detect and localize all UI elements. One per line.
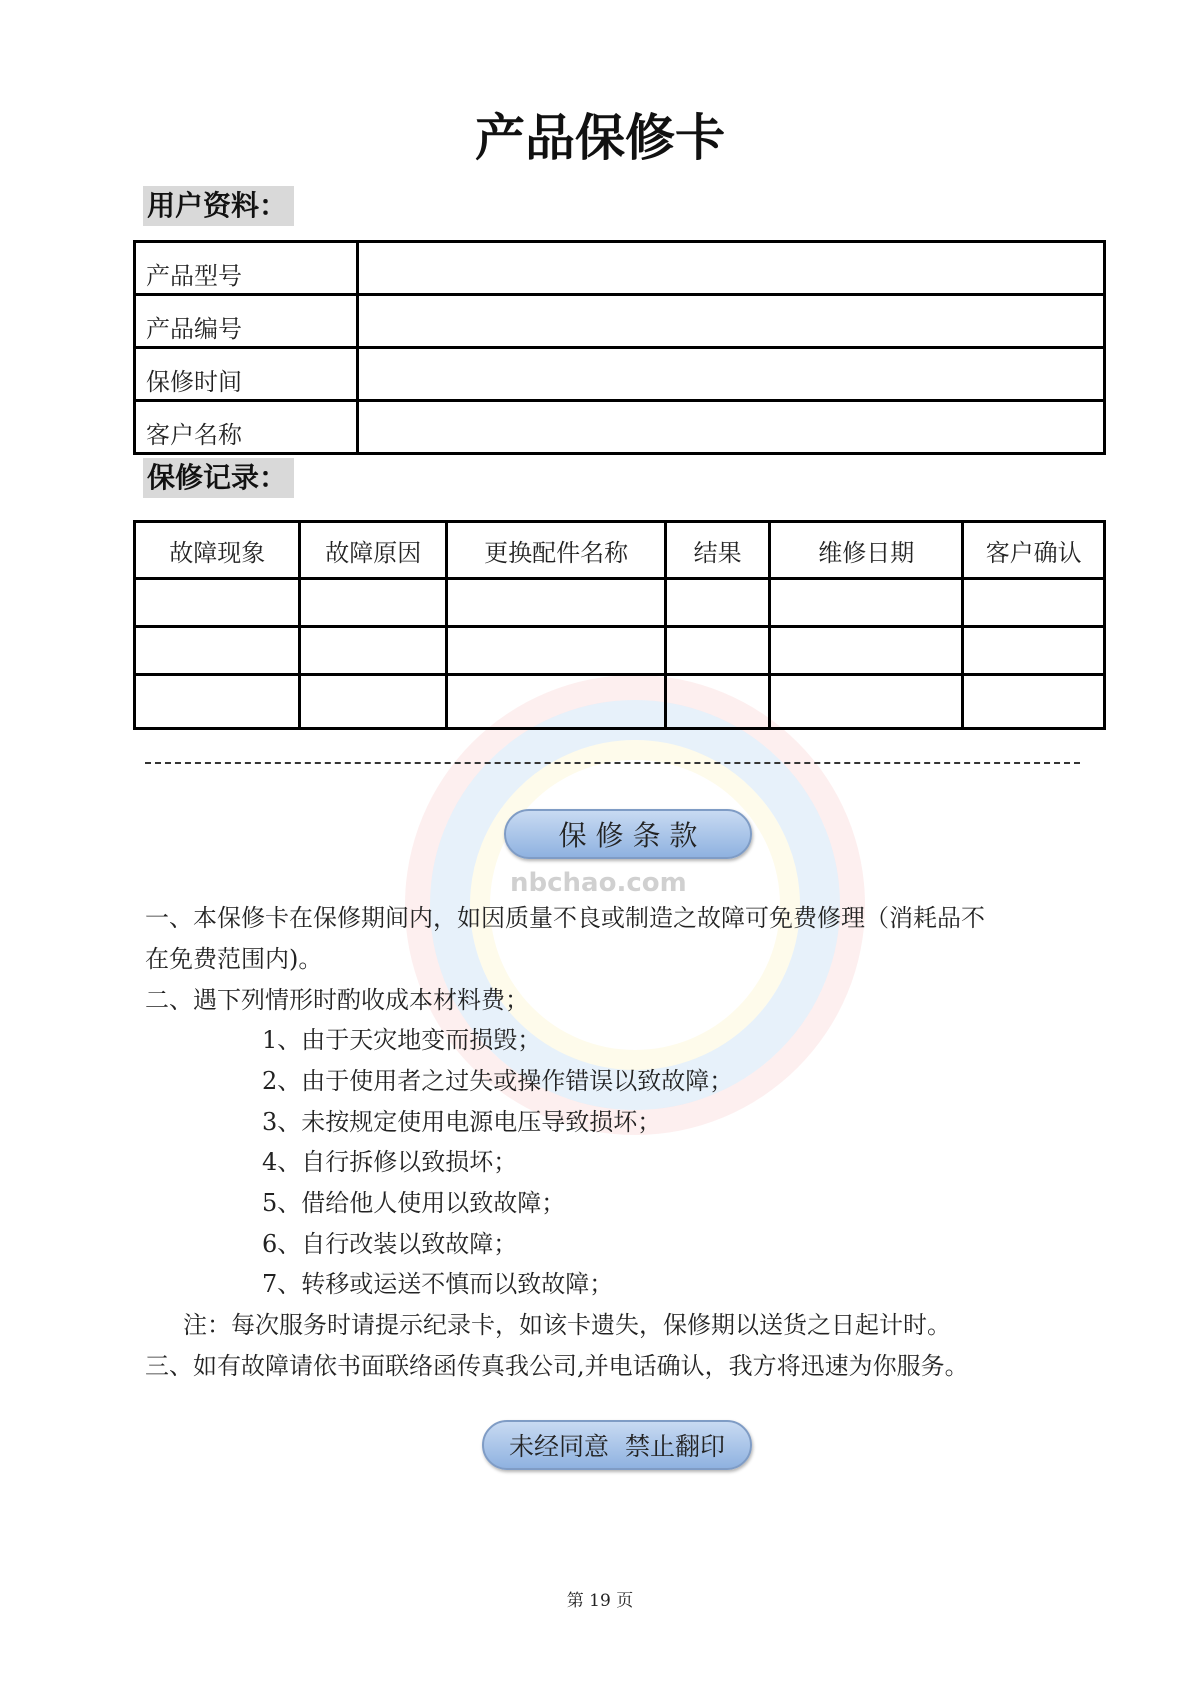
terms-line: 三、如有故障请依书面联络函传真我公司,并电话确认，我方将迅速为你服务。 — [145, 1352, 969, 1380]
user-info-table — [133, 240, 1106, 455]
stamp-text: 未经同意 禁止翻印 — [509, 1432, 725, 1461]
terms-heading: 保 修 条 款 — [558, 819, 698, 852]
cell[interactable] — [300, 579, 447, 627]
cell[interactable] — [300, 627, 447, 675]
terms-item: 7、转移或运送不慎而以致故障； — [262, 1270, 614, 1298]
terms-item: 2、由于使用者之过失或操作错误以致故障； — [262, 1067, 734, 1095]
terms-line: 二、遇下列情形时酌收成本材料费； — [145, 986, 529, 1014]
record-section-heading: 保修记录： — [143, 458, 294, 498]
row-label: 保修时间 — [135, 348, 358, 401]
cell[interactable] — [963, 675, 1105, 729]
no-copy-stamp — [482, 1420, 752, 1470]
terms-note: 注：每次服务时请提示纪录卡，如该卡遗失，保修期以送货之日起计时。 — [183, 1311, 951, 1339]
column-header: 维修日期 — [770, 522, 963, 579]
table-row — [135, 295, 1105, 348]
watermark-text: nbchao.com — [510, 868, 687, 898]
table-row — [135, 579, 1105, 627]
cell[interactable] — [135, 579, 300, 627]
row-label: 客户名称 — [135, 401, 358, 454]
terms-heading-badge — [504, 809, 752, 859]
terms-item: 1、由于天灾地变而损毁； — [262, 1026, 542, 1054]
table-row — [135, 348, 1105, 401]
cell[interactable] — [770, 627, 963, 675]
cell[interactable] — [770, 579, 963, 627]
cell[interactable] — [135, 675, 300, 729]
cell[interactable] — [963, 579, 1105, 627]
terms-item: 5、借给他人使用以致故障； — [262, 1189, 566, 1217]
repair-record-table — [133, 520, 1106, 730]
table-header-row — [135, 522, 1105, 579]
page-title: 产品保修卡 — [475, 109, 725, 167]
table-row — [135, 675, 1105, 729]
terms-line: 一、本保修卡在保修期间内，如因质量不良或制造之故障可免费修理（消耗品不 — [145, 904, 985, 932]
column-header: 客户确认 — [963, 522, 1105, 579]
cut-line-divider — [145, 762, 1080, 764]
terms-item: 6、自行改装以致故障； — [262, 1230, 518, 1258]
cell[interactable] — [447, 627, 666, 675]
table-row — [135, 401, 1105, 454]
row-value[interactable] — [358, 242, 1105, 295]
cell[interactable] — [770, 675, 963, 729]
column-header: 故障现象 — [135, 522, 300, 579]
row-value[interactable] — [358, 348, 1105, 401]
cell[interactable] — [447, 675, 666, 729]
row-label: 产品型号 — [135, 242, 358, 295]
cell[interactable] — [135, 627, 300, 675]
cell[interactable] — [300, 675, 447, 729]
cell[interactable] — [666, 627, 770, 675]
terms-line: 在免费范围内)。 — [145, 945, 323, 973]
row-value[interactable] — [358, 401, 1105, 454]
page-number: 第 19 页 — [566, 1591, 634, 1611]
row-value[interactable] — [358, 295, 1105, 348]
table-row — [135, 627, 1105, 675]
table-row — [135, 242, 1105, 295]
row-label: 产品编号 — [135, 295, 358, 348]
column-header: 更换配件名称 — [447, 522, 666, 579]
cell[interactable] — [447, 579, 666, 627]
terms-item: 4、自行拆修以致损坏； — [262, 1148, 518, 1176]
column-header: 结果 — [666, 522, 770, 579]
column-header: 故障原因 — [300, 522, 447, 579]
terms-item: 3、未按规定使用电源电压导致损坏； — [262, 1108, 662, 1136]
cell[interactable] — [666, 579, 770, 627]
cell[interactable] — [666, 675, 770, 729]
user-section-heading: 用户资料： — [143, 186, 294, 226]
cell[interactable] — [963, 627, 1105, 675]
